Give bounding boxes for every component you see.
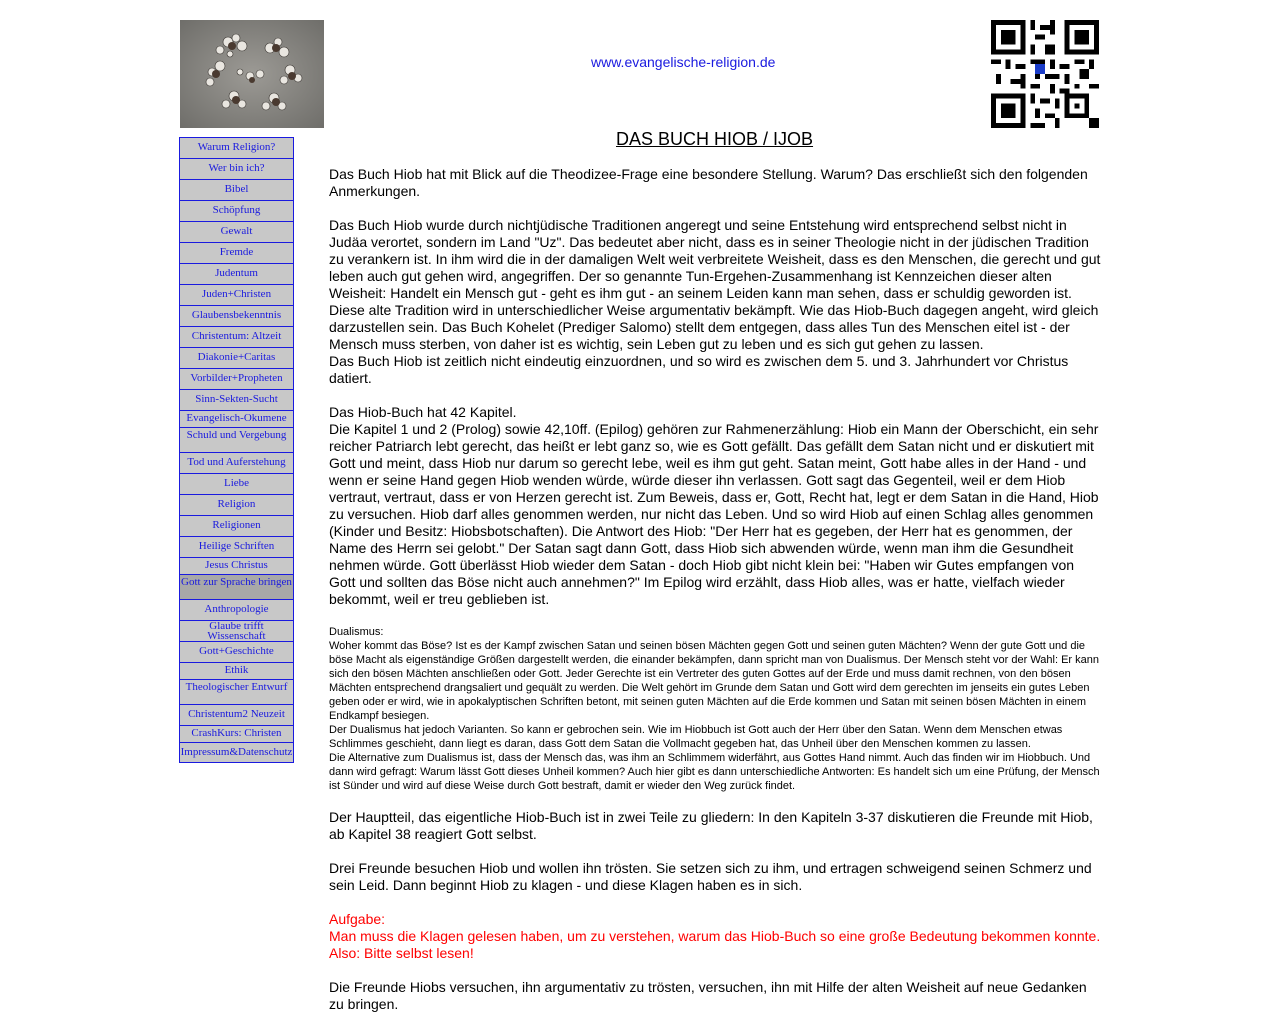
main-part-paragraph: Der Hauptteil, das eigentliche Hiob-Buch ist in zwei Teile zu gliedern: In den Kapiteln 3-37 diskutieren die Freunde mit Hiob, ab Kapitel 38 reagiert Gott selbst.	[329, 809, 1093, 842]
nav-item-religion[interactable]: Religion	[179, 494, 294, 515]
dualism-heading: Dualismus:	[329, 626, 384, 638]
dualism-text-2: Der Dualismus hat jedoch Varianten. So kann er gebrochen sein. Wie im Hiobbuch ist Gott auch der Herr über den Satan. Wenn dem Menschen etwas Schlimmes geschieht, dann liegt es daran, dass Gott dem Satan die Vollmacht gegeben hat, das Unheil über den Menschen kommen zu lassen.	[329, 724, 1063, 750]
nav-item-jesus-christus[interactable]: Jesus Christus	[179, 557, 294, 574]
nav-item-diakonie-caritas[interactable]: Diakonie+Caritas	[179, 347, 294, 368]
nav-item-heilige-schriften[interactable]: Heilige Schriften	[179, 536, 294, 557]
nav-item-warum-religion[interactable]: Warum Religion?	[179, 137, 294, 158]
nav-item-glaubensbekenntnis[interactable]: Glaubensbekenntnis	[179, 305, 294, 326]
nav-item-theologischer-entwurf[interactable]: Theologischer Entwurf	[179, 679, 294, 704]
nav-item-schuld-vergebung[interactable]: Schuld und Vergebung	[179, 427, 294, 452]
nav-item-gott-zur-sprache-bringen[interactable]: Gott zur Sprache bringen	[179, 574, 294, 599]
nav-item-wer-bin-ich[interactable]: Wer bin ich?	[179, 158, 294, 179]
nav-item-schoepfung[interactable]: Schöpfung	[179, 200, 294, 221]
nav-item-ethik[interactable]: Ethik	[179, 662, 294, 679]
frame-story-text: Die Kapitel 1 und 2 (Prolog) sowie 42,10ff. (Epilog) gehören zur Rahmenerzählung: Hiob ein Mann der Oberschicht, ein sehr reicher Patriarch lebt gerecht, das heißt er lebt ganz so, wie es Gott gefällt. Das gefällt dem Satan nicht und er diskutiert mit Gott und meint, dass Hiob nur darum so gerecht lebe, weil es ihm gut geht. Satan meint, Gott habe alles in der Hand - und wenn er seine Hand gegen Hiob wenden würde, würde dieser ihn verlassen. Gott sagt das Gegenteil, weil er dem Hiob vertraut, vertraut, dass er von Herzen gerecht ist. Zum Beweis, dass er, Gott, Recht hat, legt er dem Satan in die Hand, Hiob zu versuchen. Hiob darf alles genommen werden, nur nicht das Leben. Und so wird Hiob auf einen Schlag alles genommen (Kinder und Besitz: Hiobsbotschaften). Die Antwort des Hiob: "Der Herr hat es gegeben, der Herr hat es genommen, der Name des Herrn sei gelobt." Der Satan sagt dann Gott, dass Hiob sich abwenden würde, wenn man ihm die Gesundheit nehmen würde. Gott überlässt Hiob wieder dem Satan - doch Hiob gibt nicht klein bei: "Haben wir Gutes empfangen von Gott und sollten das Böse nicht auch annehmen?" Im Epilog wird erzählt, dass Hiob alles, was er hatte, vielfach wieder bekommt, weil er treu geblieben ist.	[329, 421, 1099, 607]
site-url-link[interactable]: www.evangelische-religion.de	[591, 54, 776, 70]
nav-item-judentum[interactable]: Judentum	[179, 263, 294, 284]
main-content	[329, 166, 1101, 1024]
task-text: Man muss die Klagen gelesen haben, um zu verstehen, warum das Hiob-Buch so eine große Bedeutung bekommen konnte. Also: Bitte selbst lesen!	[329, 928, 1101, 961]
structure-paragraph	[329, 404, 1101, 608]
dualism-text-1: Woher kommt das Böse? Ist es der Kampf zwischen Satan und seinen bösen Mächten gegen Gott und seinen guten Mächten? Wenn der gute Gott und die böse Macht als eigenständige Größen dargestellt werden, die einander bekämpfen, dann spricht man von Dualismus. Der Mensch steht vor der Wahl: Er kann sich den bösen Mächten anschließen oder Gott. Jeder Gerechte ist ein Vertreter des guten Gottes auf der Erde und muss damit rechnen, von den bösen Mächten entsprechend drangsaliert und gequält zu werden. Die Welt gehört im Grunde dem Satan und Gott wird dem gerechten im jenseits ein gutes Leben geben oder er wird, wie in apokalyptischen Schriften betont, mit seinen guten Mächten auf die Erde kommen und Satan mit seinen bösen Mächten in einem Endkampf besiegen.	[329, 640, 1099, 722]
dating-text: Das Buch Hiob ist zeitlich nicht eindeutig einzuordnen, und so wird es zwischen dem 5. und 3. Jahrhundert vor Christus datiert.	[329, 353, 1069, 386]
nav-item-impressum-datenschutz[interactable]: Impressum&Datenschutz	[179, 742, 294, 763]
dualism-block	[329, 625, 1101, 793]
nav-item-juden-christen[interactable]: Juden+Christen	[179, 284, 294, 305]
nav-item-glaube-wissenschaft[interactable]: Glaube trifft Wissenschaft	[179, 620, 294, 641]
nav-item-evangelisch-okumene[interactable]: Evangelisch-Okumene	[179, 410, 294, 427]
task-heading: Aufgabe:	[329, 911, 386, 927]
friends-argument-paragraph: Die Freunde Hiobs versuchen, ihn argumentativ zu trösten, versuchen, ihn mit Hilfe der alten Weisheit auf neue Gedanken zu bringen.	[329, 979, 1087, 1012]
origin-paragraph	[329, 217, 1101, 387]
nav-item-bibel[interactable]: Bibel	[179, 179, 294, 200]
sidebar-nav	[179, 137, 294, 763]
nav-item-tod-auferstehung[interactable]: Tod und Auferstehung	[179, 452, 294, 473]
nav-item-gott-geschichte[interactable]: Gott+Geschichte	[179, 641, 294, 662]
intro-paragraph: Das Buch Hiob hat mit Blick auf die Theodizee-Frage eine besondere Stellung. Warum? Das erschließt sich den folgenden Anmerkungen.	[329, 166, 1088, 199]
nav-item-christentum-altzeit[interactable]: Christentum: Altzeit	[179, 326, 294, 347]
nav-item-gewalt[interactable]: Gewalt	[179, 221, 294, 242]
nav-item-crashkurs-christen[interactable]: CrashKurs: Christen	[179, 725, 294, 742]
origin-text: Das Buch Hiob wurde durch nichtjüdische Traditionen angeregt und seine Entstehung wird entsprechend selbst nicht in Judäa verortet, sondern im Land "Uz". Das bedeutet aber nicht, dass es in seiner Theologie nicht in der jüdischen Tradition zu verankern ist. In ihm wird die in der damaligen Welt weit verbreitete Weisheit, dass es den Menschen, die gerecht und gut leben auch gut gehen wird, angegriffen. Der so genannte Tun-Ergehen-Zusammenhang ist Kennzeichen dieser alten Weisheit: Handelt ein Mensch gut - geht es ihm gut - an seinem Leiden kann man sehen, dass er schuldig geworden ist. Diese alte Tradition wird in unterschiedlicher Weise argumentativ bekämpft. Wie das Hiob-Buch dagegen angeht, wird gleich darzustellen sein. Das Buch Kohelet (Prediger Salomo) stellt dem entgegen, dass alles Tun des Menschen eitel ist - der Mensch muss sterben, von daher ist es wichtig, sein Leben gut zu leben und es sich gut gehen zu lassen.	[329, 217, 1101, 352]
nav-item-sinn-sekten-sucht[interactable]: Sinn-Sekten-Sucht	[179, 389, 294, 410]
nav-item-fremde[interactable]: Fremde	[179, 242, 294, 263]
nav-item-anthropologie[interactable]: Anthropologie	[179, 599, 294, 620]
task-block	[329, 911, 1101, 962]
qr-code	[990, 20, 1100, 128]
nav-item-vorbilder-propheten[interactable]: Vorbilder+Propheten	[179, 368, 294, 389]
page-title: DAS BUCH HIOB / IJOB	[616, 129, 814, 149]
dualism-text-3: Die Alternative zum Dualismus ist, dass der Mensch das, was ihm an Schlimmem widerfährt, aus Gottes Hand nimmt. Auch das finden wir im Hiobbuch. Und dann wird gefragt: Warum lässt Gott dieses Unheil kommen? Auch hier gibt es dann unterschiedliche Antworten: Es handelt sich um eine Prüfung, der Mensch ist Sünder und wird auf diese Weise durch Gott bestraft, damit er wieder den Weg zurück findet.	[329, 752, 1100, 792]
nav-item-religionen[interactable]: Religionen	[179, 515, 294, 536]
nav-item-christentum2-neuzeit[interactable]: Christentum2 Neuzeit	[179, 704, 294, 725]
header-photo	[180, 20, 324, 128]
nav-item-liebe[interactable]: Liebe	[179, 473, 294, 494]
friends-paragraph: Drei Freunde besuchen Hiob und wollen ihn trösten. Sie setzen sich zu ihm, und ertragen schweigend seinen Schmerz und sein Leid. Dann beginnt Hiob zu klagen - und diese Klagen haben es in sich.	[329, 860, 1092, 893]
chapter-count-text: Das Hiob-Buch hat 42 Kapitel.	[329, 404, 517, 420]
